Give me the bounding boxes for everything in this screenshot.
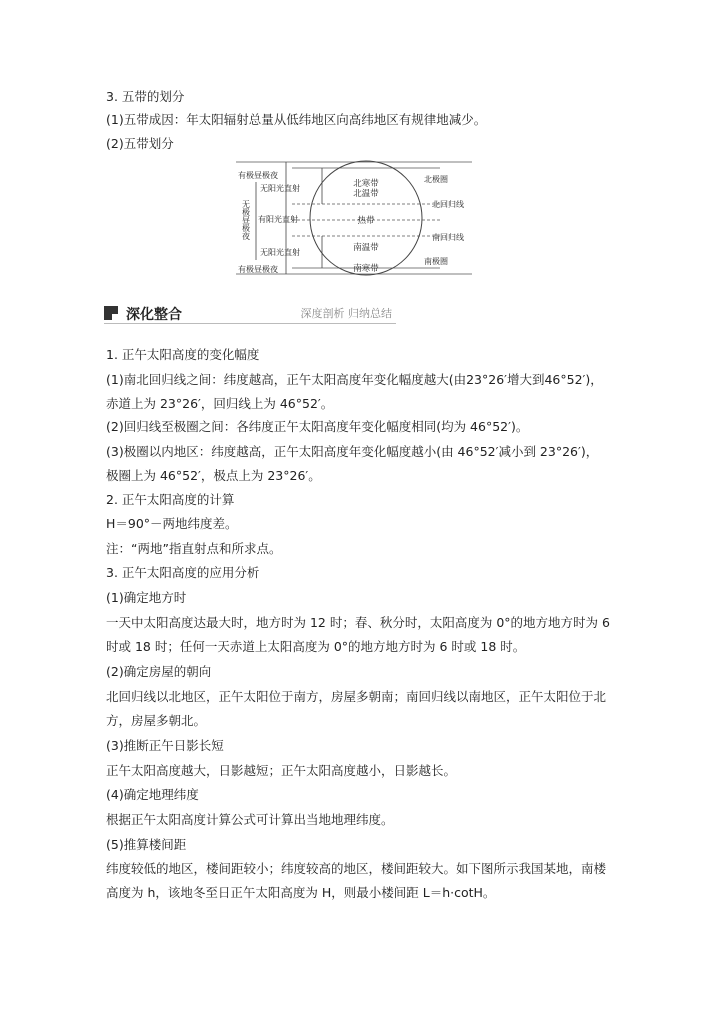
section-header <box>104 302 396 324</box>
text-line: 纬度较低的地区，楼间距较小；纬度较高的地区，楼间距较大。如下图所示我国某地，南楼 <box>106 861 607 876</box>
zone-label-south-temperate: 南温带 <box>353 243 379 253</box>
zone-label-north-frigid: 北寒带 <box>353 179 379 189</box>
heading-calculation: 2. 正午太阳高度的计算 <box>106 492 235 507</box>
subheading-building-spacing: (5)推算楼间距 <box>106 837 187 852</box>
left-label-no-direct-north: 无阳光直射 <box>260 184 300 193</box>
text-line: 赤道上为 23°26′，回归线上为 46°52′。 <box>106 396 334 411</box>
heading-application: 3. 正午太阳高度的应用分析 <box>106 565 260 580</box>
text-line: 北回归线以北地区，正午太阳位于南方，房屋多朝南；南回归线以南地区，正午太阳位于北 <box>106 689 607 704</box>
section-rule <box>104 323 396 324</box>
text-line: 方，房屋多朝北。 <box>106 713 207 728</box>
text-line: 时或 18 时；任何一天赤道上太阳高度为 0°的地方地方时为 6 时或 18 时。 <box>106 639 526 654</box>
text-line: 一天中太阳高度达最大时，地方时为 12 时；春、秋分时，太阳高度为 0°的地方地方时为 6 <box>106 615 610 630</box>
text-line: 根据正午太阳高度计算公式可计算出当地地理纬度。 <box>106 812 394 827</box>
text-line: (2)回归线至极圈之间：各纬度正午太阳高度年变化幅度相同(均为 46°52′)。 <box>106 419 529 434</box>
text-line: (1)南北回归线之间：纬度越高，正午太阳高度年变化幅度越大(由23°26′增大到46°52′)， <box>106 372 603 387</box>
section-icon <box>104 306 118 320</box>
item-zone-cause: (1)五带成因：年太阳辐射总量从低纬地区向高纬地区有规律地减少。 <box>106 112 487 127</box>
formula-line: H＝90°－两地纬度差。 <box>106 516 238 531</box>
zone-label-tropical: 热带 <box>357 216 375 226</box>
left-label-no-polar: 无极昼极夜 <box>241 200 251 240</box>
note-line: 注：“两地”指直射点和所求点。 <box>106 541 282 556</box>
text-line: 高度为 h，该地冬至日正午太阳高度为 H，则最小楼间距 L＝h·cotH。 <box>106 885 496 900</box>
lat-label-antarctic: 南极圈 <box>424 257 448 266</box>
text-line: 极圈上为 46°52′，极点上为 23°26′。 <box>106 468 321 483</box>
lat-label-arctic: 北极圈 <box>424 175 448 184</box>
subheading-local-time: (1)确定地方时 <box>106 590 187 605</box>
zone-label-south-frigid: 南寒带 <box>353 264 379 274</box>
five-zones-diagram <box>232 160 482 280</box>
text-line: 正午太阳高度越大，日影越短；正午太阳高度越小，日影越长。 <box>106 763 457 778</box>
zone-label-north-temperate: 北温带 <box>353 189 379 199</box>
left-label-no-direct-south: 无阳光直射 <box>260 248 300 257</box>
section-subtitle: 深度剖析 归纳总结 <box>300 307 392 320</box>
subheading-house-orientation: (2)确定房屋的朝向 <box>106 664 212 679</box>
item-zone-division: (2)五带划分 <box>106 136 174 151</box>
heading-variation: 1. 正午太阳高度的变化幅度 <box>106 347 260 362</box>
section-title: 深化整合 <box>126 307 182 323</box>
left-label-polar-top: 有极昼极夜 <box>238 171 278 180</box>
text-line: (3)极圈以内地区：纬度越高，正午太阳高度年变化幅度越小(由 46°52′减小到 23°26′)， <box>106 444 599 459</box>
heading-five-zones: 3. 五带的划分 <box>106 89 185 104</box>
left-label-polar-bottom: 有极昼极夜 <box>238 265 278 274</box>
lat-label-capricorn: 南回归线 <box>432 233 464 242</box>
subheading-shadow-length: (3)推断正午日影长短 <box>106 738 224 753</box>
lat-label-cancer: 北回归线 <box>432 200 464 209</box>
left-label-direct: 有阳光直射 <box>258 215 298 224</box>
subheading-latitude: (4)确定地理纬度 <box>106 787 199 802</box>
